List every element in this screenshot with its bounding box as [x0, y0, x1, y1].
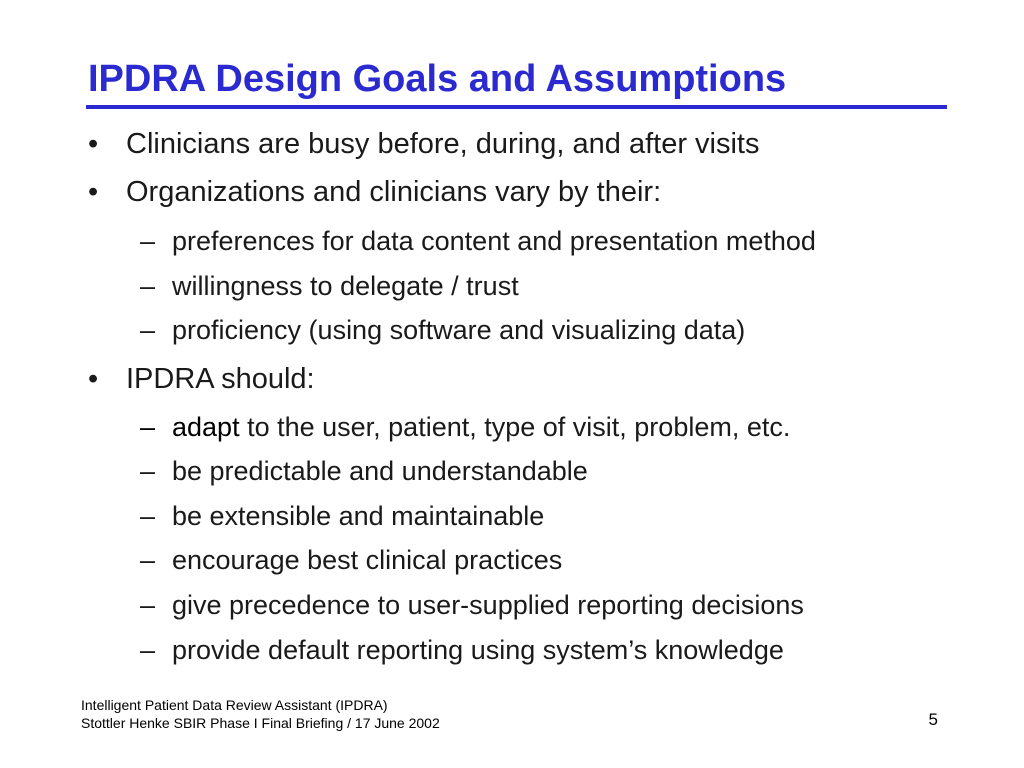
sub-bullet-marker: – — [140, 226, 156, 256]
sub-bullet-text: willingness to delegate / trust — [172, 271, 519, 301]
bullet-text: Clinicians are busy before, during, and after visits — [126, 128, 760, 160]
sub-bullet-text — [172, 412, 790, 443]
footer-line-2: Stottler Henke SBIR Phase I Final Briefing / 17 June 2002 — [81, 715, 440, 731]
bullet-marker: • — [88, 128, 99, 160]
sub-bullet-text: be extensible and maintainable — [172, 501, 545, 531]
page-number: 5 — [928, 710, 938, 729]
sub-bullet-text: provide default reporting using system’s knowledge — [172, 635, 784, 665]
sub-bullet-marker: – — [140, 456, 156, 486]
footer-line-1: Intelligent Patient Data Review Assistant (IPDRA) — [81, 697, 388, 713]
bullet-text: IPDRA should: — [126, 363, 315, 395]
sub-bullet-marker: – — [140, 271, 156, 301]
sub-bullet-marker: – — [140, 635, 156, 665]
bullet-text: Organizations and clinicians vary by their: — [126, 176, 662, 208]
sub-bullet-marker: – — [140, 590, 156, 620]
bullet-marker: • — [88, 176, 99, 208]
slide-title: IPDRA Design Goals and Assumptions — [88, 58, 787, 100]
emphasis-word: adapt — [172, 412, 240, 442]
title-underline-rule — [86, 105, 947, 109]
sub-bullet-marker: – — [140, 545, 156, 575]
bullet-marker: • — [88, 363, 99, 395]
sub-bullet-text: give precedence to user-supplied reporting decisions — [172, 590, 804, 620]
sub-bullet-marker: – — [140, 412, 156, 442]
sub-bullet-text: encourage best clinical practices — [172, 545, 563, 575]
sub-bullet-marker: – — [140, 501, 156, 531]
sub-bullet-marker: – — [140, 315, 156, 345]
sub-bullet-text: preferences for data content and presentation method — [172, 226, 816, 256]
sub-bullet-text-rest: to the user, patient, type of visit, problem, etc. — [239, 412, 791, 442]
sub-bullet-text: be predictable and understandable — [172, 456, 588, 486]
sub-bullet-text: proficiency (using software and visualizing data) — [172, 315, 746, 345]
slide-footer — [81, 696, 440, 732]
